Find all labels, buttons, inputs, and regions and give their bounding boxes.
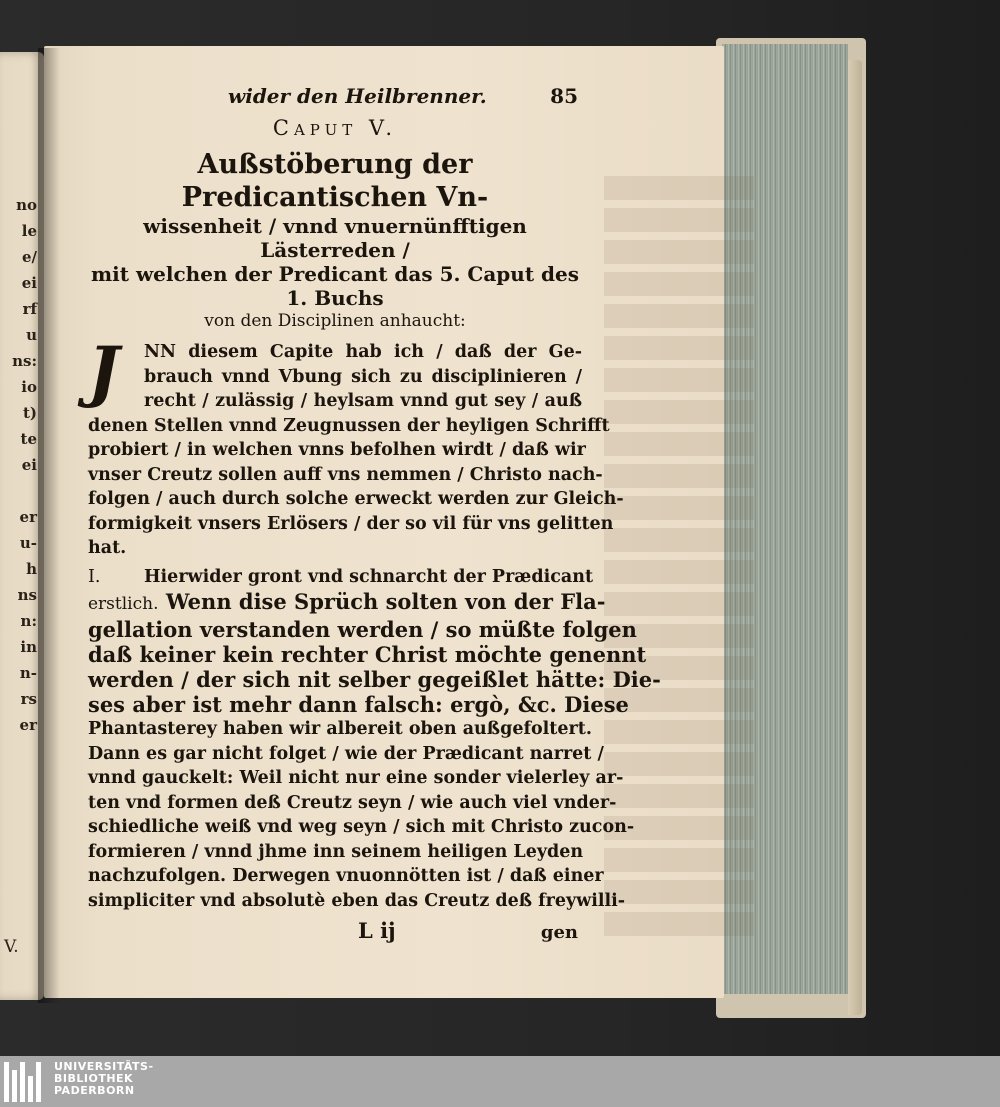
para1-line: recht / zulässig / heylsam vnnd gut sey / auß: [144, 391, 582, 411]
para2-line: Dann es gar nicht folget / wie der Prædicant narret /: [88, 743, 604, 764]
left-page-fragment: t): [22, 404, 37, 422]
para1-line: formigkeit vnsers Erlösers / der so vil für vns gelitten: [88, 513, 614, 534]
paragraph-number: I.: [88, 566, 101, 587]
running-head: [88, 84, 582, 114]
para2-second-b: Wenn dise Sprüch solten von der Fla-: [165, 589, 606, 614]
signature-mark: L ij: [358, 918, 396, 943]
para2-line: formieren / vnnd jhme inn seinem heiligen Leyden: [88, 841, 584, 862]
para2-line: vnnd gauckelt: Weil nicht nur eine sonder vielerley ar-: [88, 768, 624, 788]
chapter-title-line-3: mit welchen der Predicant das 5. Caput des 1. Buchs: [91, 262, 579, 310]
left-page-fragment: [0, 478, 40, 504]
library-footer-bar: [0, 1056, 1000, 1107]
logo-line-3: PADERBORN: [54, 1084, 135, 1097]
chapter-title-line-4: von den Disciplinen anhaucht:: [204, 311, 466, 331]
library-logo-text: [54, 1061, 154, 1097]
left-page-fragment: u: [26, 326, 37, 344]
left-page-fragment: n-: [19, 664, 37, 682]
left-page-text-fragments: [0, 192, 40, 738]
para2-line: ten vnd formen deß Creutz seyn / wie auch viel vnder-: [88, 792, 617, 813]
logo-line-2: BIBLIOTHEK: [54, 1072, 134, 1085]
chapter-title-line-1: Außstöberung der Predicantischen Vn-: [181, 149, 489, 213]
library-logo-icon: [4, 1062, 48, 1102]
para1-line: brauch vnnd Vbung sich zu disciplinieren /: [144, 366, 582, 387]
left-page-fragment: rs: [20, 690, 37, 708]
para2-bold-line: ses aber ist mehr dann falsch: ergò, &c. Diese: [88, 692, 629, 717]
para2-first-line: [88, 565, 594, 590]
para1-line: probiert / in welchen vnns befolhen wirdt / daß wir: [88, 440, 586, 460]
left-page-fragment: ei: [21, 456, 37, 474]
show-through-text: [604, 176, 754, 966]
para2-line: schiedliche weiß vnd weg seyn / sich mit Christo zucon-: [88, 817, 635, 837]
gutter-shadow: [38, 48, 60, 1003]
left-page-fragment: ns:: [12, 352, 37, 370]
catchword: gen: [540, 922, 578, 943]
para1-line: folgen / auch durch solche erweckt werden zur Gleich-: [88, 489, 624, 509]
para2-first-text: Hierwider gront vnd schnarcht der Prædicant: [144, 566, 594, 587]
drop-cap: J: [88, 332, 120, 410]
left-page-fragment: e/: [21, 248, 37, 266]
para2-line: simpliciter vnd absolutè eben das Creutz deß freywilli-: [88, 890, 626, 911]
paragraph-2: [88, 565, 661, 914]
para2-second-line: [88, 589, 606, 617]
left-page-fragment: io: [21, 378, 37, 396]
left-page-fragment: ns: [17, 586, 37, 604]
left-page-fragment: no: [16, 196, 37, 214]
left-page-fragment: u-: [19, 534, 37, 552]
para2-line: nachzufolgen. Derwegen vnuonnötten ist / daß einer: [88, 866, 604, 886]
para1-line: denen Stellen vnnd Zeugnussen der heyligen Schrifft: [88, 415, 610, 436]
left-page-fragment: er: [19, 508, 37, 526]
para2-line: Phantasterey haben wir albereit oben außgefoltert.: [88, 719, 592, 739]
chapter-title-line-2: wissenheit / vnnd vnuernünfftigen Lästerreden /: [143, 214, 527, 262]
page-text: [88, 84, 661, 949]
left-page-fragment: te: [20, 430, 37, 448]
paragraph-1: [88, 332, 624, 561]
page-number: 85: [550, 84, 578, 108]
para1-line: NN diesem Capite hab ich / daß der Ge-: [144, 342, 582, 362]
para1-line: vnser Creutz sollen auff vns nemmen / Christo nach-: [88, 464, 603, 485]
para1-line-last: hat.: [88, 538, 127, 558]
cover-edge: [848, 60, 862, 1015]
page-signature-row: [88, 917, 582, 949]
left-page-fragment: n:: [20, 612, 37, 630]
left-page-fragment: rf: [22, 300, 37, 318]
left-page-fragment: in: [20, 638, 37, 656]
para2-bold-line: daß keiner kein rechter Christ möchte genennt: [88, 642, 647, 667]
running-title: wider den Heilbrenner.: [228, 84, 487, 108]
body-text: [88, 332, 661, 949]
left-page-fragment: er: [19, 716, 37, 734]
left-page-footer-fragment: V.: [4, 937, 19, 957]
para2-second-a: erstlich.: [88, 594, 159, 614]
chapter-label: Caput V.: [272, 116, 398, 140]
para2-bold-line: gellation verstanden werden / so müßte folgen: [88, 617, 637, 642]
left-page-fragment: ei: [21, 274, 37, 292]
para2-bold-line: werden / der sich nit selber gegeißlet hätte: Die-: [88, 667, 661, 692]
left-page-fragment: h: [26, 560, 37, 578]
left-page-fragment: le: [21, 222, 37, 240]
logo-line-1: UNIVERSITÄTS-: [54, 1060, 154, 1073]
